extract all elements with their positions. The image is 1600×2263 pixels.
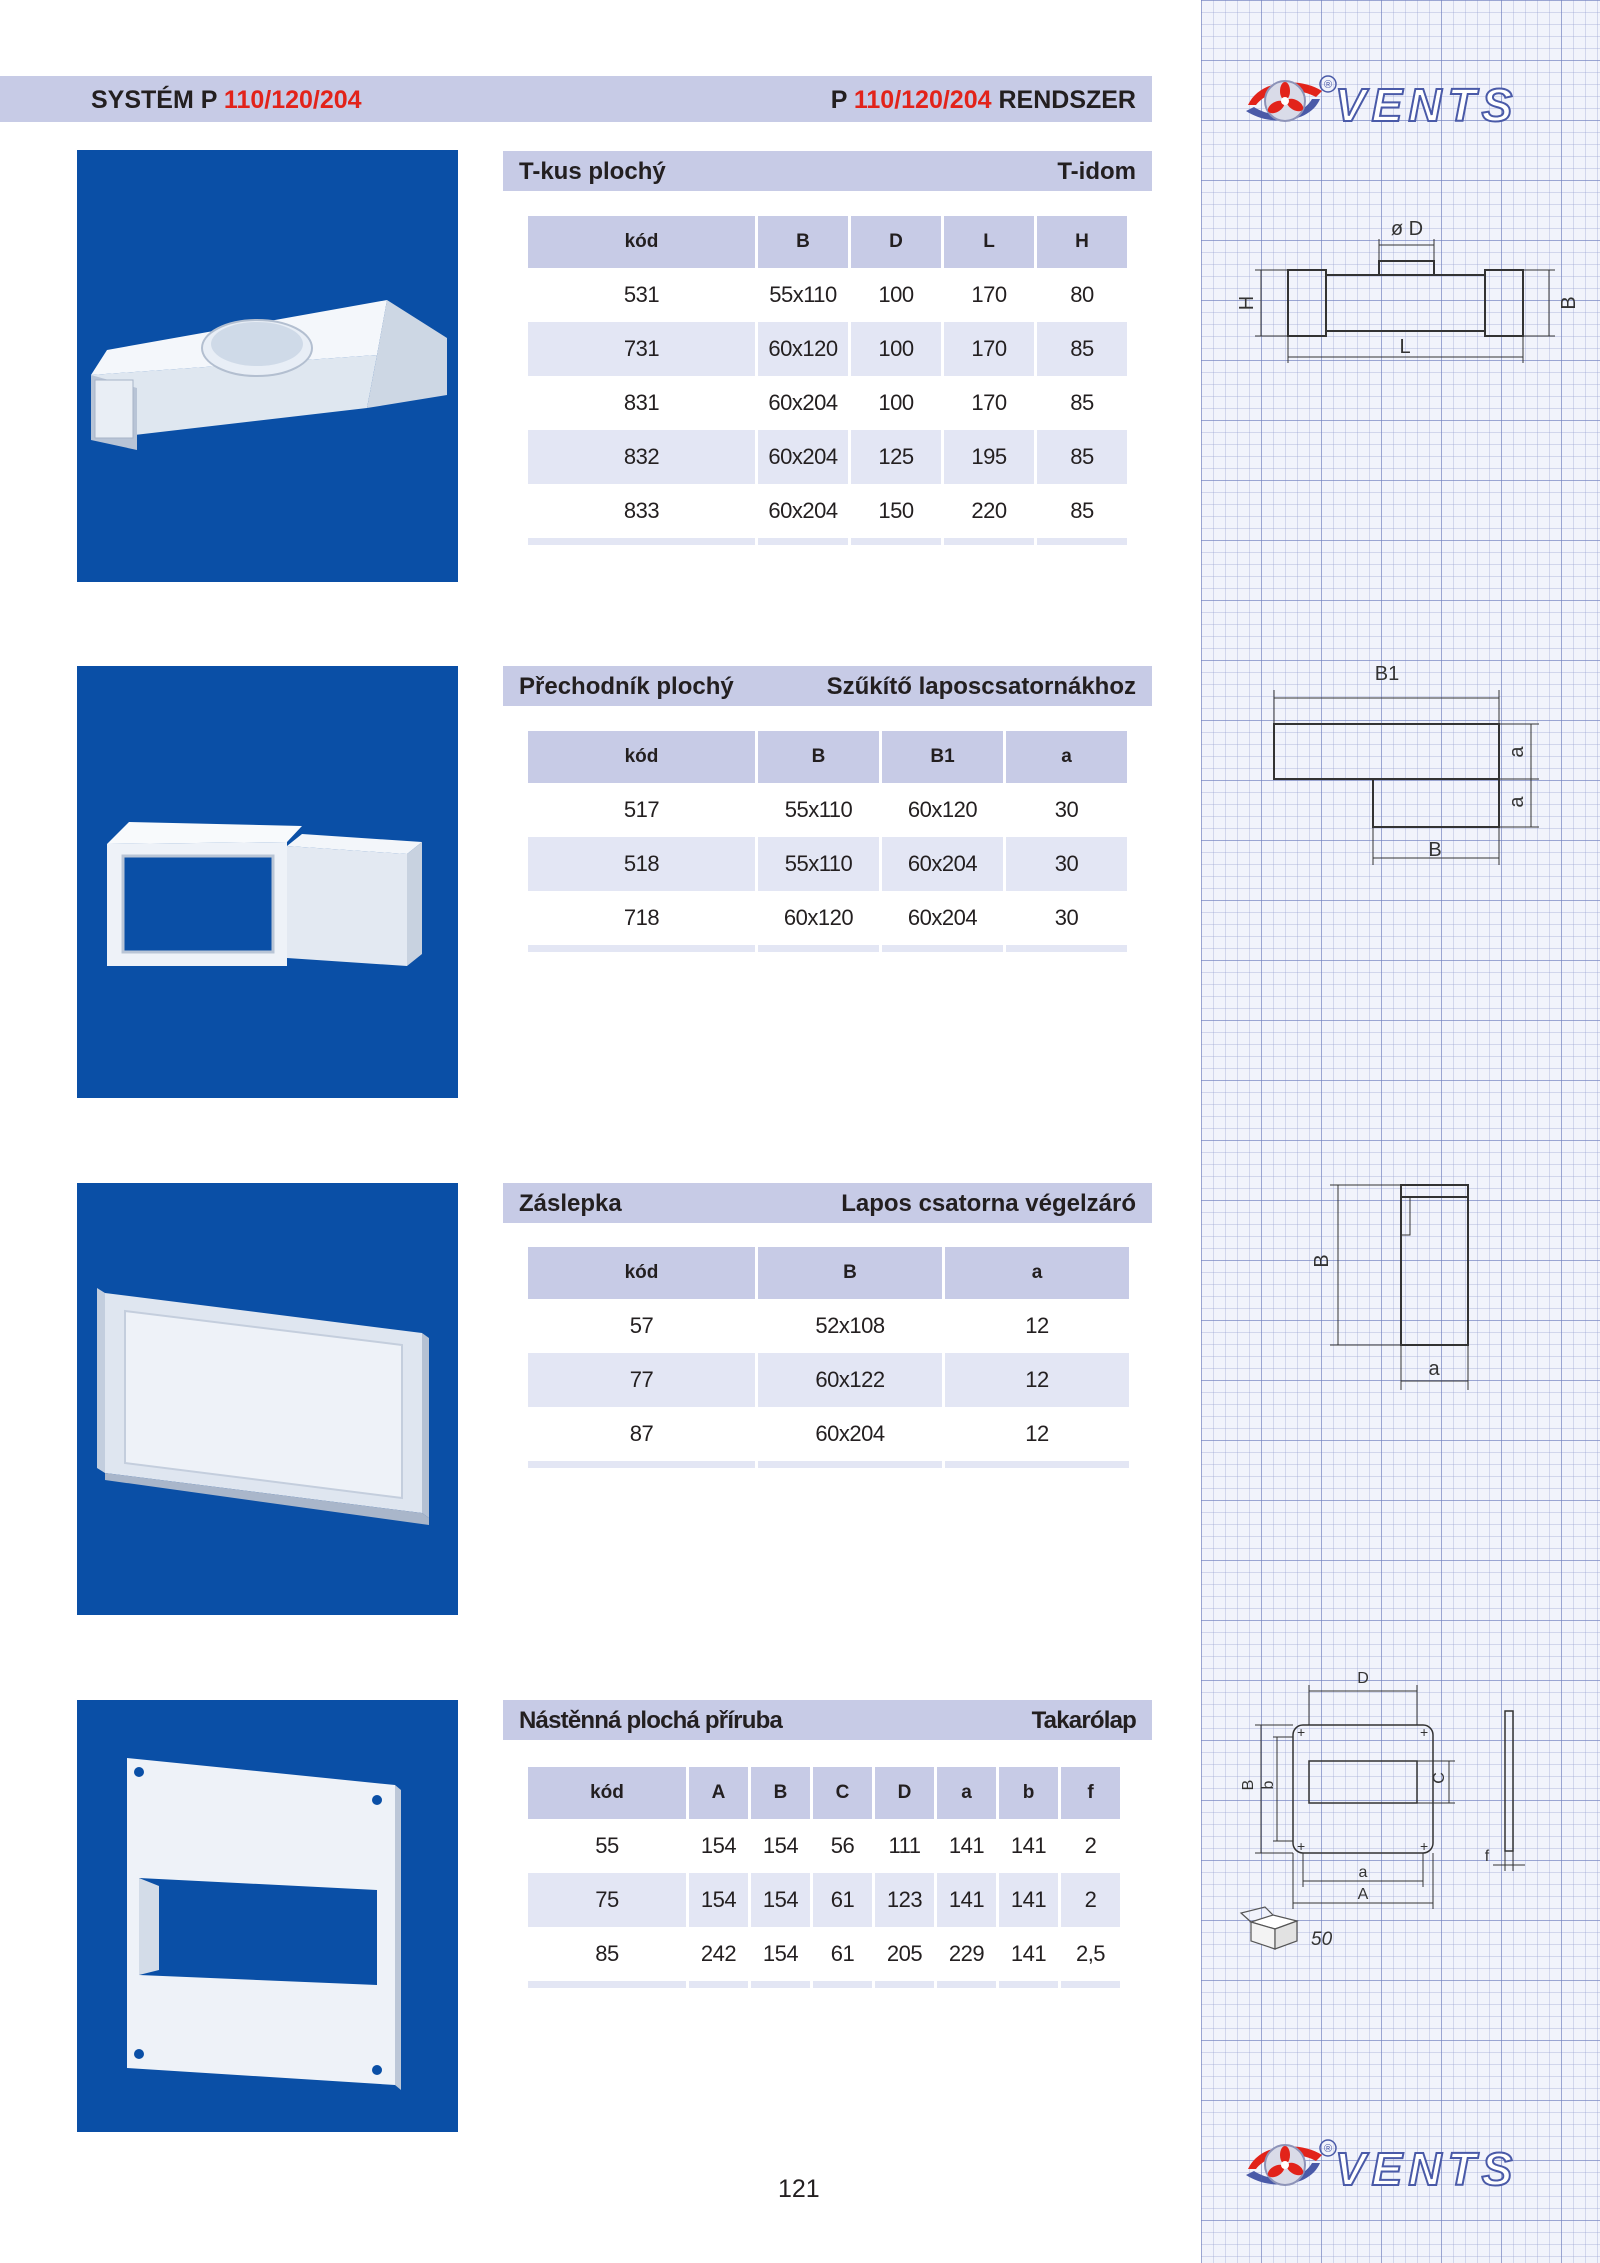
section-title-left: Záslepka: [519, 1190, 622, 1217]
table-cell: 75: [528, 1873, 686, 1927]
svg-text:+: +: [1297, 1838, 1306, 1854]
table-cell: [528, 945, 755, 952]
column-header: B: [758, 216, 848, 268]
table-cell: 518: [528, 837, 755, 891]
table-cell: [851, 538, 941, 545]
table-row: [528, 376, 1127, 430]
spec-table-reducer: [525, 731, 1130, 952]
column-header: f: [1061, 1767, 1120, 1819]
drawing-label: B: [1311, 1254, 1333, 1268]
table-cell: 154: [751, 1873, 810, 1927]
column-header: D: [875, 1767, 934, 1819]
section-title-bar: [503, 666, 1152, 706]
table-cell: [1061, 1981, 1120, 1988]
table-cell: [758, 1461, 942, 1468]
column-header: B: [758, 1247, 942, 1299]
drawing-label: H: [1236, 295, 1258, 311]
column-header: kód: [528, 1767, 686, 1819]
table-cell: [1037, 538, 1127, 545]
table-cell: [758, 945, 879, 952]
table-cell: 52x108: [815, 1313, 885, 1338]
table-footer-rule: [528, 1981, 1120, 1988]
table-cell: 60x120: [758, 322, 848, 376]
table-cell: [751, 1981, 810, 1988]
table-cell: 141: [1010, 1941, 1047, 1966]
table-cell: 30: [1054, 797, 1079, 822]
table-cell: 154: [762, 1941, 799, 1966]
section-title-bar: [503, 1700, 1152, 1740]
table-cell: 125: [851, 430, 941, 484]
table-footer-rule: [528, 1461, 1129, 1468]
section-title-bar: [503, 1183, 1152, 1223]
table-cell: [528, 1461, 755, 1468]
table-cell: 55x110: [769, 282, 837, 307]
table-footer-rule: [528, 538, 1127, 545]
table-cell: 57: [629, 1313, 654, 1338]
table-cell: 60x204: [768, 390, 838, 415]
column-header: B: [751, 1767, 810, 1819]
table-cell: 60x204: [768, 498, 838, 523]
drawing-label: f: [1484, 1848, 1490, 1865]
table-row: [528, 1927, 1120, 1981]
table-cell: 60x120: [907, 797, 978, 822]
table-cell: 30: [1006, 837, 1127, 891]
table-cell: [1006, 945, 1127, 952]
section-title-right: Szűkítő laposcsatornákhoz: [826, 673, 1136, 700]
section-title-left: T-kus plochý: [519, 158, 666, 185]
table-cell: 123: [875, 1873, 934, 1927]
table-header-row: [528, 216, 1127, 268]
table-cell: 100: [851, 322, 941, 376]
table-cell: 100: [878, 390, 914, 415]
column-header: D: [851, 216, 941, 268]
section-title-right: Takarólap: [1031, 1707, 1136, 1734]
column-header: a: [937, 1767, 996, 1819]
drawing-reducer: [1255, 660, 1575, 870]
drawing-label: B: [1428, 839, 1442, 861]
photo-reducer: [77, 666, 458, 1098]
section-title-right: Lapos csatorna végelzáró: [841, 1190, 1136, 1217]
table-cell: 61: [830, 1941, 855, 1966]
drawing-label: a: [1358, 1864, 1368, 1881]
table-row: [528, 837, 1127, 891]
header-title-right: P 110/120/204 RENDSZER: [830, 86, 1136, 114]
table-cell: 55x110: [784, 797, 853, 822]
table-cell: 56: [830, 1833, 855, 1858]
table-cell: 154: [762, 1833, 799, 1858]
table-row: [528, 1819, 1120, 1873]
drawing-label: B: [1240, 1779, 1257, 1791]
svg-text:+: +: [1297, 1724, 1306, 1740]
table-cell: 150: [878, 498, 914, 523]
table-cell: 170: [971, 390, 1007, 415]
table-cell: 55x110: [758, 837, 879, 891]
photo-wall-flange: [77, 1700, 458, 2132]
table-cell: 2: [1061, 1873, 1120, 1927]
table-cell: 170: [971, 282, 1007, 307]
drawing-t-piece: [1215, 205, 1580, 365]
table-row: [528, 1873, 1120, 1927]
table-header-row: [528, 1767, 1120, 1819]
table-row: [528, 484, 1127, 538]
table-cell: 100: [878, 282, 914, 307]
table-cell: 85: [1037, 430, 1127, 484]
drawing-label: L: [1399, 336, 1411, 358]
table-cell: 55: [595, 1833, 619, 1858]
table-cell: 154: [689, 1873, 748, 1927]
column-header: a: [1006, 731, 1127, 783]
section-title-right: T-idom: [1057, 158, 1136, 185]
table-cell: 242: [700, 1941, 737, 1966]
table-cell: 731: [528, 322, 755, 376]
brand-wordmark: VENTS: [1335, 2143, 1519, 2195]
spec-table-wall-flange: [525, 1767, 1123, 1988]
drawing-label: A: [1357, 1886, 1369, 1903]
table-cell: 30: [1054, 905, 1079, 930]
table-cell: 531: [623, 282, 660, 307]
drawing-label: b: [1260, 1780, 1277, 1790]
table-cell: 80: [1070, 282, 1094, 307]
table-cell: 141: [1010, 1833, 1047, 1858]
table-row: [528, 268, 1127, 322]
table-row: [528, 1353, 1129, 1407]
section-title-left: Nástěnná plochá příruba: [519, 1707, 782, 1734]
photo-t-piece: [77, 150, 458, 582]
table-cell: 60x204: [907, 905, 978, 930]
column-header: A: [689, 1767, 748, 1819]
table-row: [528, 1299, 1129, 1353]
column-header: kód: [528, 216, 755, 268]
package-quantity: 50: [1311, 1929, 1333, 1950]
column-header: C: [813, 1767, 872, 1819]
table-cell: 60x204: [758, 430, 848, 484]
drawing-end-cap: [1310, 1175, 1480, 1395]
drawing-label: C: [1431, 1772, 1448, 1784]
drawing-wall-flange: [1225, 1665, 1565, 1955]
table-cell: [937, 1981, 996, 1988]
table-cell: 61: [813, 1873, 872, 1927]
column-header: kód: [528, 731, 755, 783]
page-number: 121: [778, 2175, 820, 2203]
table-cell: 141: [937, 1873, 996, 1927]
table-cell: [528, 1981, 686, 1988]
svg-text:+: +: [1420, 1724, 1429, 1740]
table-cell: 12: [1025, 1313, 1049, 1338]
table-cell: 832: [528, 430, 755, 484]
drawing-label: D: [1357, 1670, 1369, 1687]
table-cell: 60x122: [758, 1353, 942, 1407]
table-cell: 60x120: [783, 905, 854, 930]
registered-mark: ®: [1323, 2143, 1333, 2155]
table-cell: [945, 1461, 1129, 1468]
column-header: L: [944, 216, 1034, 268]
table-cell: 718: [623, 905, 660, 930]
drawing-label: ø D: [1390, 218, 1424, 240]
table-cell: 85: [1070, 498, 1094, 523]
column-header: a: [945, 1247, 1129, 1299]
table-cell: [882, 945, 1003, 952]
table-cell: 2,5: [1075, 1941, 1106, 1966]
table-cell: [875, 1981, 934, 1988]
column-header: H: [1037, 216, 1127, 268]
svg-text:+: +: [1420, 1838, 1429, 1854]
table-row: [528, 1407, 1129, 1461]
table-footer-rule: [528, 945, 1127, 952]
table-cell: 831: [623, 390, 660, 415]
table-cell: 229: [948, 1941, 985, 1966]
table-cell: 85: [1037, 322, 1127, 376]
drawing-label: B1: [1374, 663, 1400, 685]
table-cell: 111: [888, 1833, 921, 1858]
package-box-icon: [1241, 1907, 1297, 1949]
table-cell: 170: [944, 322, 1034, 376]
table-cell: 220: [971, 498, 1007, 523]
column-header: b: [999, 1767, 1058, 1819]
table-cell: [758, 538, 848, 545]
drawing-label: a: [1428, 1358, 1440, 1380]
table-cell: 2: [1084, 1833, 1097, 1858]
table-cell: 85: [595, 1941, 619, 1966]
drawing-label: a: [1506, 796, 1528, 808]
table-cell: 833: [623, 498, 660, 523]
vents-logo-top: [1230, 71, 1570, 131]
table-header-row: [528, 1247, 1129, 1299]
column-header: kód: [528, 1247, 755, 1299]
section-title-left: Přechodník plochý: [519, 673, 734, 700]
table-cell: [999, 1981, 1058, 1988]
table-cell: 517: [623, 797, 660, 822]
table-cell: 60x204: [882, 837, 1003, 891]
table-cell: [528, 538, 755, 545]
table-header-row: [528, 731, 1127, 783]
header-title-left: SYSTÉM P 110/120/204: [91, 86, 362, 114]
photo-end-cap: [77, 1183, 458, 1615]
registered-mark: ®: [1323, 79, 1333, 91]
brand-wordmark: VENTS: [1335, 79, 1519, 131]
table-cell: [689, 1981, 748, 1988]
table-cell: 87: [629, 1421, 654, 1446]
table-row: [528, 783, 1127, 837]
table-cell: 154: [700, 1833, 737, 1858]
table-cell: 12: [1025, 1421, 1049, 1446]
spec-table-t-piece: [525, 216, 1130, 545]
table-cell: 77: [528, 1353, 755, 1407]
table-row: [528, 430, 1127, 484]
column-header: B1: [882, 731, 1003, 783]
table-cell: 141: [948, 1833, 985, 1858]
table-row: [528, 322, 1127, 376]
table-cell: [813, 1981, 872, 1988]
drawing-label: a: [1506, 746, 1528, 758]
table-cell: 141: [999, 1873, 1058, 1927]
drawing-label: B: [1558, 296, 1580, 310]
column-header: B: [758, 731, 879, 783]
table-cell: 60x204: [815, 1421, 885, 1446]
table-cell: 85: [1070, 390, 1094, 415]
table-row: [528, 891, 1127, 945]
spec-table-end-cap: [525, 1247, 1132, 1468]
section-title-bar: [503, 151, 1152, 191]
vents-logo-bottom: [1230, 2135, 1570, 2195]
table-cell: 12: [945, 1353, 1129, 1407]
table-cell: 195: [944, 430, 1034, 484]
table-cell: [944, 538, 1034, 545]
table-cell: 205: [886, 1941, 923, 1966]
